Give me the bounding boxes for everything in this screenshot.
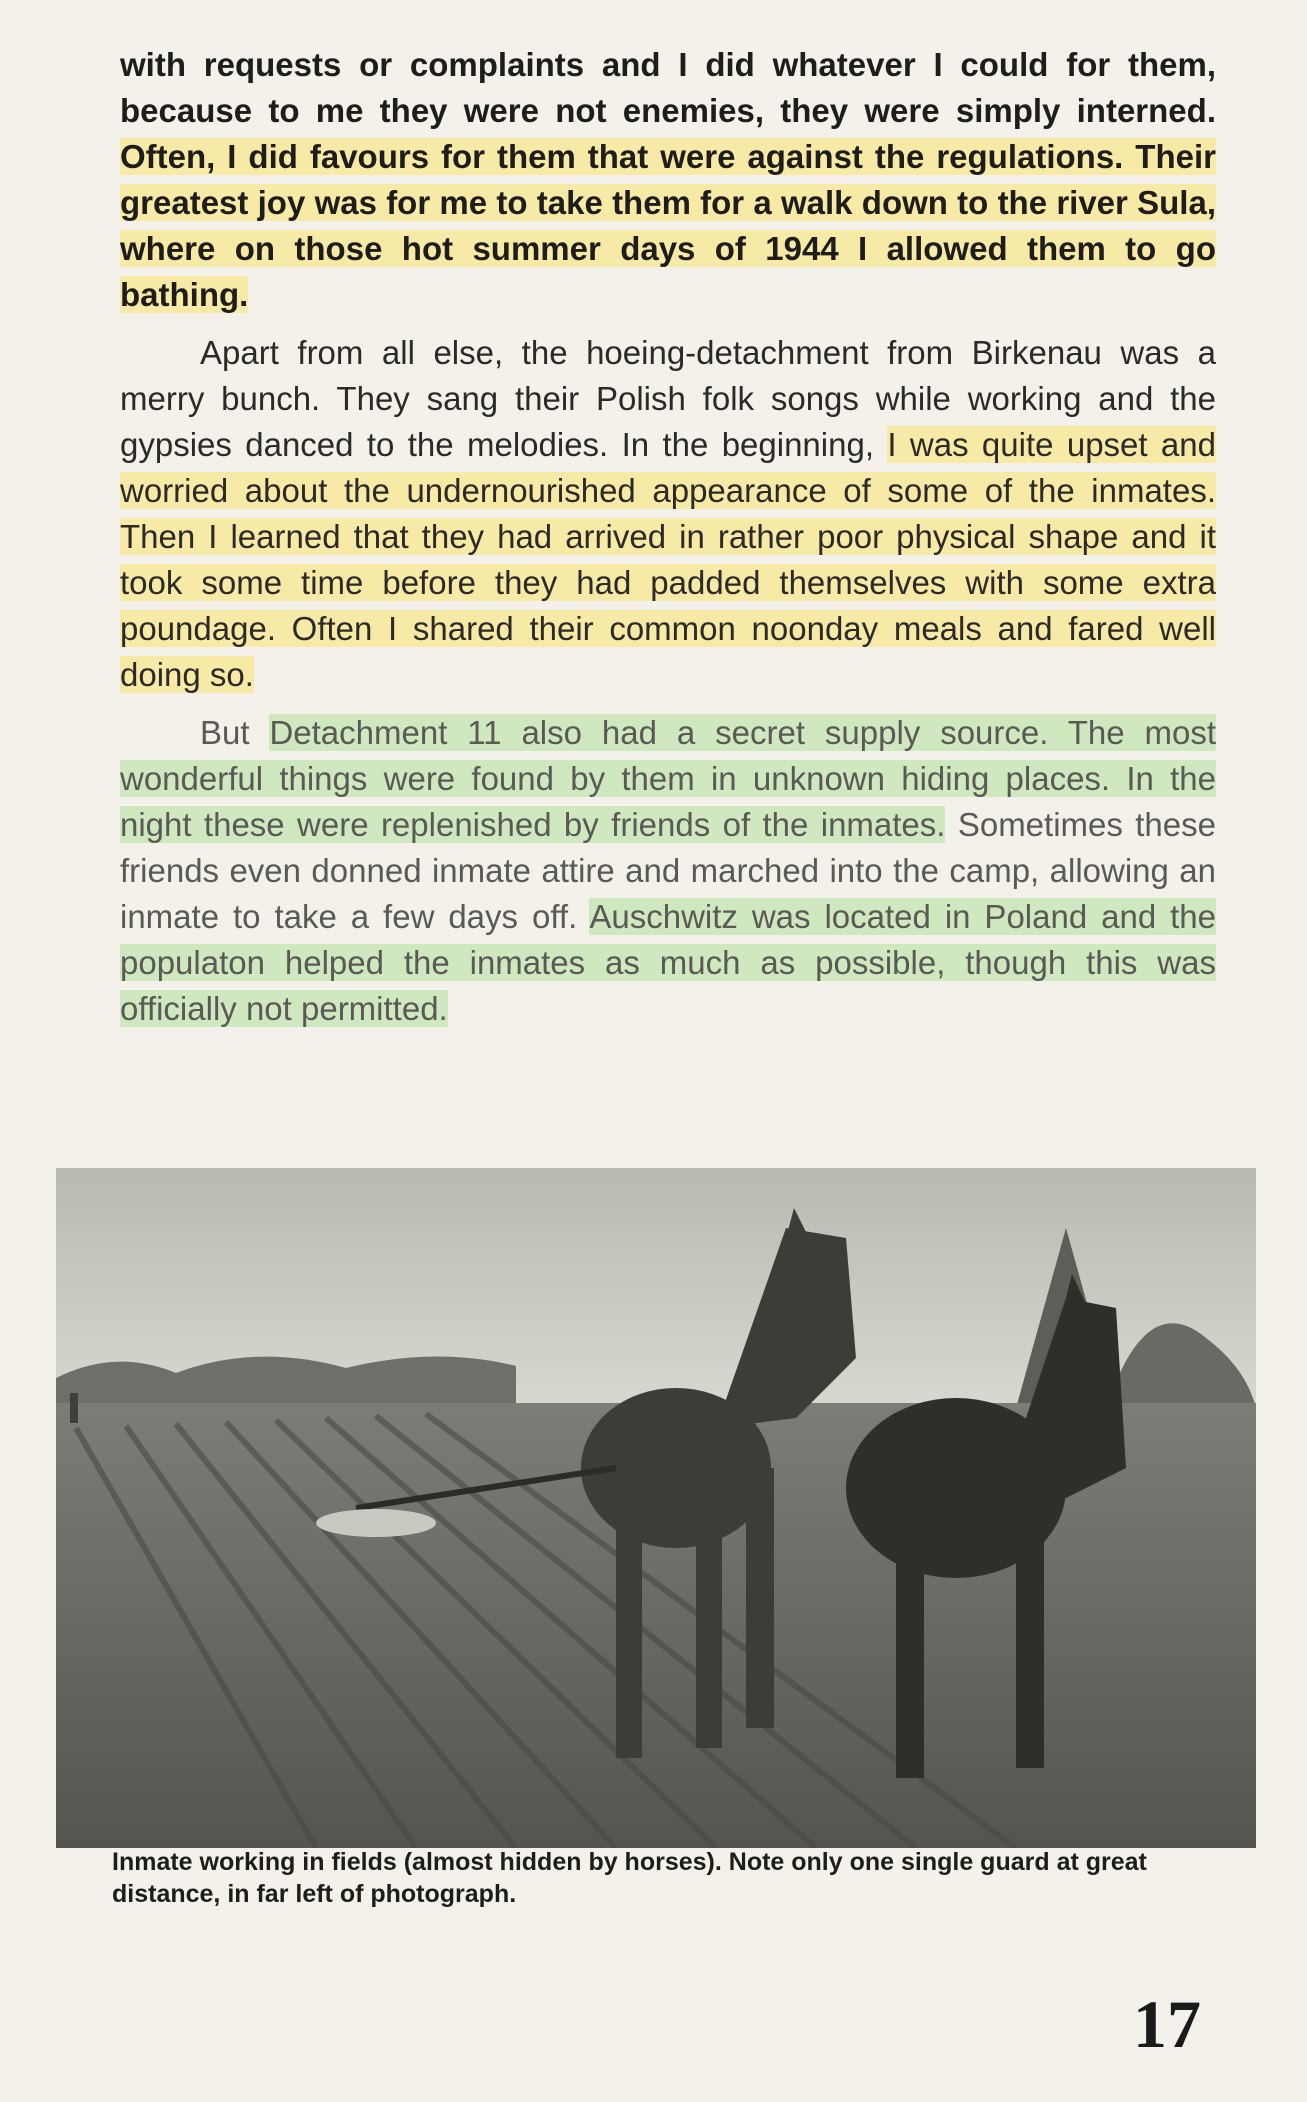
paragraph-1-highlight: Often, I did favours for them that were against the regulations. Their greatest joy was for me to take them for a walk down to the river Sula, where on those hot summer days of 1944 I allowed them to go bathing. — [120, 138, 1216, 313]
body-text — [120, 42, 1216, 1044]
paragraph-3-highlight-2: Auschwitz was located in Poland and the populaton helped the inmates as much as possible, though this was officially not permitted. — [120, 898, 1216, 1027]
photo-caption: Inmate working in fields (almost hidden by horses). Note only one single guard at great distance, in far left of photograph. — [112, 1848, 1147, 1908]
paragraph-2 — [120, 330, 1216, 698]
plow-blade — [316, 1509, 436, 1537]
paragraph-3-text-start: But — [200, 714, 270, 751]
paragraph-1 — [120, 42, 1216, 318]
paragraph-3-text-middle: Sometimes these friends even donned inmate attire and marched into the camp, allowing an inmate to take a few days off. — [120, 806, 1216, 935]
paragraph-1-text: with requests or complaints and I did whatever I could for them, because to me they were not enemies, they were simply interned. — [120, 46, 1216, 129]
paragraph-2-text: Apart from all else, the hoeing-detachment from Birkenau was a merry bunch. They sang their Polish folk songs while working and the gypsies danced to the melodies. In the beginning, — [120, 334, 1216, 463]
distant-guard — [70, 1393, 78, 1423]
paragraph-3 — [120, 710, 1216, 1032]
paragraph-3-highlight-1: Detachment 11 also had a secret supply source. The most wonderful things were found by them in unknown hiding places. In the night these were replenished by friends of the inmates. — [120, 714, 1216, 843]
treeline — [56, 1356, 516, 1408]
photo-illustration — [56, 1168, 1256, 1848]
field-photograph — [56, 1168, 1256, 1848]
page-number: 17 — [1133, 1986, 1201, 2062]
paragraph-2-highlight: I was quite upset and worried about the undernourished appearance of some of the inmates. Then I learned that they had arrived in rather poor physical shape and it took some time before they had padded themselves with some extra poundage. Often I shared their common noonday meals and fared well doing so. — [120, 426, 1216, 693]
